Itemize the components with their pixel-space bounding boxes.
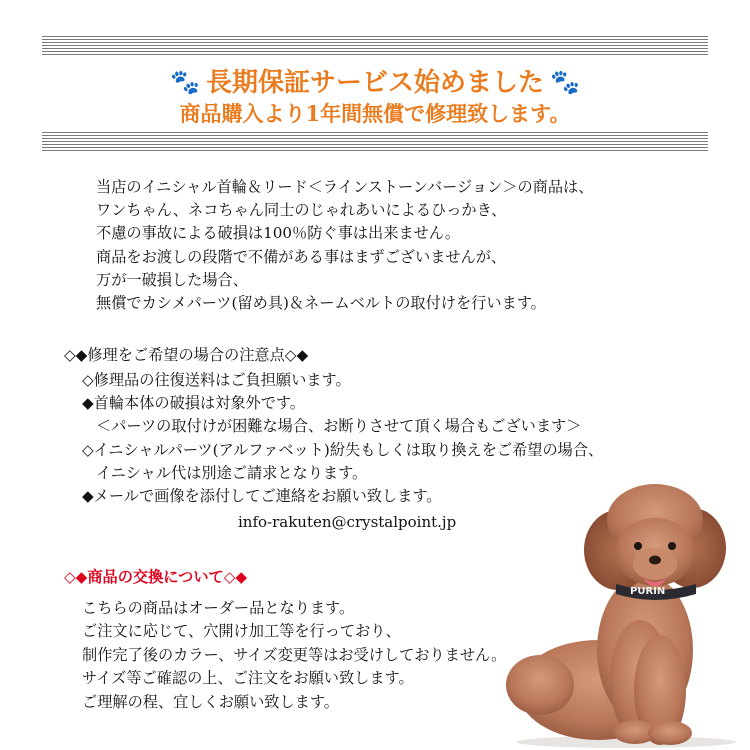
intro-line: ワンちゃん、ネコちゃん同士のじゃれあいによるひっかき、 [96, 201, 507, 220]
exchange-heading: ◇◆商品の交換について◇◆ [64, 568, 248, 586]
contact-email: info-rakuten@crystalpoint.jp [238, 513, 457, 531]
intro-line: 無償でカシメパーツ(留め具)＆ネームベルトの取付けを行います。 [96, 294, 546, 313]
paw-icon: 🐾 [550, 67, 580, 96]
banner-subtitle: 商品購入より1年間無償で修理致します。 [179, 101, 571, 126]
repair-note: ◇イニシャルパーツ(アルファベット)紛失もしくは取り換えをご希望の場合、 [82, 440, 604, 459]
repair-note: イニシャル代は別途ご請求となります。 [96, 463, 368, 482]
repair-note: ◆首輪本体の破損は対象外です。 [82, 394, 306, 413]
exchange-line: サイズ等ご確認の上、ご注文をお願い致します。 [82, 669, 414, 688]
poodle-photo [500, 480, 750, 750]
intro-line: 万が一破損した場合、 [96, 270, 248, 289]
repair-note: ◇修理品の往復送料はご負担願います。 [82, 371, 351, 389]
repair-note: ◆メールで画像を添付してご連絡をお願い致します。 [82, 486, 442, 505]
collar-text: PURIN [630, 586, 666, 597]
intro-paragraph [96, 176, 593, 315]
intro-line: 商品をお渡しの段階で不備がある事はまずございませんが、 [96, 247, 507, 266]
top-stripe-divider [42, 36, 708, 56]
exchange-paragraph [82, 597, 506, 714]
paw-icon: 🐾 [170, 67, 200, 96]
bottom-stripe-divider [42, 132, 708, 152]
intro-line: 不慮の事故による破損は100％防ぐ事は出来ません。 [96, 224, 461, 243]
banner-title [0, 62, 750, 99]
intro-line: 当店のイニシャル首輪＆リード＜ラインストーンバージョン＞の商品は、 [96, 178, 594, 196]
repair-note: ＜パーツの取付けが困難な場合、お断りさせて頂く場合もございます＞ [96, 417, 582, 436]
exchange-line: ご理解の程、宜しくお願い致します。 [82, 692, 339, 711]
banner-title-text: 長期保証サービス始めました [205, 68, 544, 98]
repair-heading: ◇◆修理をご希望の場合の注意点◇◆ [64, 346, 309, 364]
exchange-line: 制作完了後のカラー、サイズ変更等はお受けしておりません。 [82, 645, 507, 664]
exchange-line: ご注文に応じて、穴開け加工等を行っており、 [82, 622, 401, 641]
exchange-line: こちらの商品はオーダー品となります。 [82, 599, 355, 617]
